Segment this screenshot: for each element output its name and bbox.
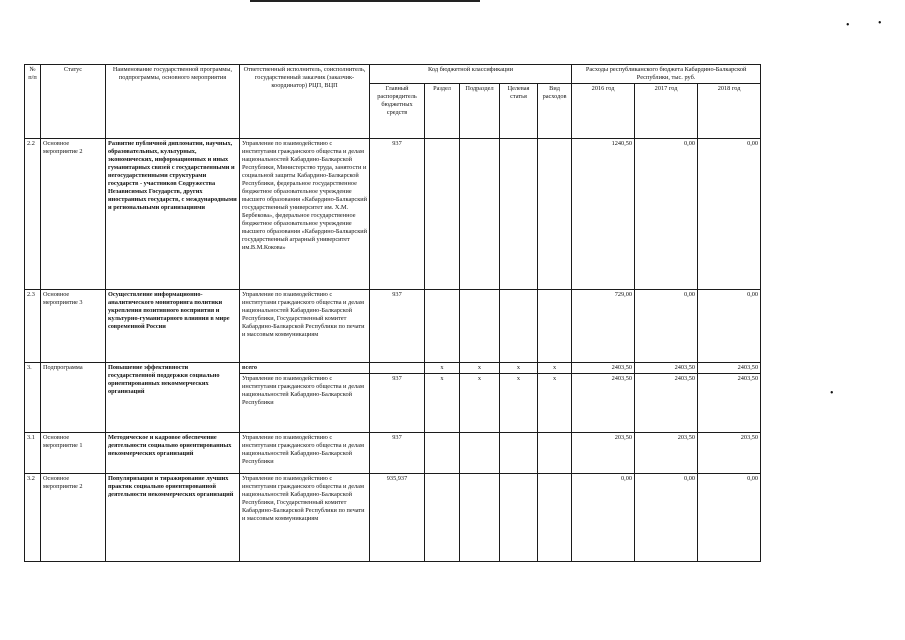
header-razdel: Раздел [425, 84, 460, 139]
table-row-total [25, 363, 761, 374]
header-grbs: Главный распорядитель бюджетных средств [370, 84, 425, 139]
row-2016: 2403,50 [572, 363, 635, 374]
header-2017: 2017 год [635, 84, 698, 139]
row-name: Повышение эффективности государственной поддержки социально ориентированных некоммерческих организаций [106, 363, 240, 433]
header-name: Наименование государственной программы, подпрограммы, основного мероприятия [106, 65, 240, 139]
header-cs: Целевая статья [500, 84, 538, 139]
row-razdel: x [425, 374, 460, 433]
row-2018: 203,50 [698, 433, 761, 474]
row-podrazdel [460, 290, 500, 363]
header-expense-group: Расходы республиканского бюджета Кабардино-Балкарской Республики, тыс. руб. [572, 65, 761, 84]
row-num: 3. [25, 363, 41, 433]
table-row [25, 139, 761, 290]
row-2018: 0,00 [698, 290, 761, 363]
row-razdel: x [425, 363, 460, 374]
row-razdel [425, 474, 460, 562]
row-status: Основное мероприятие 1 [41, 433, 106, 474]
row-grbs: 937 [370, 290, 425, 363]
row-num: 3.1 [25, 433, 41, 474]
row-executor: Управление по взаимодействию с институтами гражданского общества и делам национальностей Кабардино-Балкарской Республики, Государственный комитет Кабардино-Балкарской Республики по печати и массовым коммуникациям [240, 290, 370, 363]
header-executor: Ответственный исполнитель, соисполнитель, государственный заказчик (заказчик-координатор) РЦП, ВЦП [240, 65, 370, 139]
row-vr [538, 139, 572, 290]
row-cs [500, 433, 538, 474]
row-2016: 1240,50 [572, 139, 635, 290]
row-grbs: 935,937 [370, 474, 425, 562]
row-name: Осуществление информационно-аналитического мониторинга политики укрепления позитивного восприятия и культурно-гуманитарного влияния в мире современной России [106, 290, 240, 363]
row-2018: 0,00 [698, 139, 761, 290]
row-2016: 729,00 [572, 290, 635, 363]
row-grbs [370, 363, 425, 374]
row-cs [500, 290, 538, 363]
header-2018: 2018 год [698, 84, 761, 139]
row-podrazdel: x [460, 363, 500, 374]
scan-mark: • [878, 18, 882, 29]
row-grbs: 937 [370, 139, 425, 290]
row-vr [538, 290, 572, 363]
row-executor: Управление по взаимодействию с институтами гражданского общества и делам национальностей Кабардино-Балкарской Республики, Государственный комитет Кабардино-Балкарской Республики по печати и массовым коммуникациям [240, 474, 370, 562]
row-num: 2.3 [25, 290, 41, 363]
header-code-group: Код бюджетной классификации [370, 65, 572, 84]
header-podrazdel: Подраздел [460, 84, 500, 139]
row-podrazdel: x [460, 374, 500, 433]
row-name: Популяризация и тиражирование лучших практик социально ориентированной деятельности некоммерческих организаций [106, 474, 240, 562]
row-status: Основное мероприятие 3 [41, 290, 106, 363]
scan-mark: • [830, 388, 834, 399]
row-cs [500, 474, 538, 562]
row-executor-total: всего [240, 363, 370, 374]
scan-mark: • [846, 20, 850, 31]
header-row [25, 65, 761, 84]
row-2016: 203,50 [572, 433, 635, 474]
header-num: № п/п [25, 65, 41, 139]
row-status: Подпрограмма [41, 363, 106, 433]
header-2016: 2016 год [572, 84, 635, 139]
row-vr [538, 433, 572, 474]
row-razdel [425, 139, 460, 290]
row-podrazdel [460, 433, 500, 474]
row-2017: 0,00 [635, 139, 698, 290]
row-2017: 203,50 [635, 433, 698, 474]
row-status: Основное мероприятие 2 [41, 139, 106, 290]
row-grbs: 937 [370, 433, 425, 474]
row-2017: 2403,50 [635, 363, 698, 374]
row-2016: 0,00 [572, 474, 635, 562]
row-2017: 0,00 [635, 474, 698, 562]
row-vr [538, 474, 572, 562]
row-2018: 2403,50 [698, 363, 761, 374]
row-grbs: 937 [370, 374, 425, 433]
table-row [25, 474, 761, 562]
row-name: Методическое и кадровое обеспечение деятельности социально ориентированных некоммерческих организаций [106, 433, 240, 474]
row-num: 3.2 [25, 474, 41, 562]
row-cs: x [500, 374, 538, 433]
table-row [25, 290, 761, 363]
row-executor: Управление по взаимодействию с институтами гражданского общества и делам национальностей Кабардино-Балкарской Республики [240, 374, 370, 433]
row-vr: x [538, 374, 572, 433]
row-2018: 2403,50 [698, 374, 761, 433]
row-2016: 2403,50 [572, 374, 635, 433]
header-status: Статус [41, 65, 106, 139]
row-razdel [425, 290, 460, 363]
row-executor: Управление по взаимодействию с институтами гражданского общества и делам национальностей Кабардино-Балкарской Республики [240, 433, 370, 474]
row-vr: x [538, 363, 572, 374]
row-podrazdel [460, 474, 500, 562]
row-executor: Управление по взаимодействию с институтами гражданского общества и делам национальностей Кабардино-Балкарской Республики, Министерство труда, занятости и социальной защиты Кабардино-Балкарской Республики, федеральное государственное бюджетное образовательное учреждение высшего образования «Кабардино-Балкарский государственный университет им. Х.М. Бербекова», федеральное государственное бюджетное образовательное учреждение высшего образования «Кабардино-Балкарский государственный аграрный университет им.В.М.Кокова» [240, 139, 370, 290]
row-num: 2.2 [25, 139, 41, 290]
row-cs: x [500, 363, 538, 374]
table-row [25, 433, 761, 474]
row-podrazdel [460, 139, 500, 290]
row-status: Основное мероприятие 2 [41, 474, 106, 562]
row-razdel [425, 433, 460, 474]
row-2018: 0,00 [698, 474, 761, 562]
row-cs [500, 139, 538, 290]
row-2017: 0,00 [635, 290, 698, 363]
top-rule [250, 0, 480, 2]
row-2017: 2403,50 [635, 374, 698, 433]
budget-table [24, 64, 761, 562]
header-vr: Вид расходов [538, 84, 572, 139]
row-name: Развитие публичной дипломатии, научных, образовательных, культурных, экономических, информационных и иных гуманитарных связей с государственными и негосударственными структурами государств - участников Содружества Независимых Государств, других иностранных государств, с международными и региональными организациями [106, 139, 240, 290]
